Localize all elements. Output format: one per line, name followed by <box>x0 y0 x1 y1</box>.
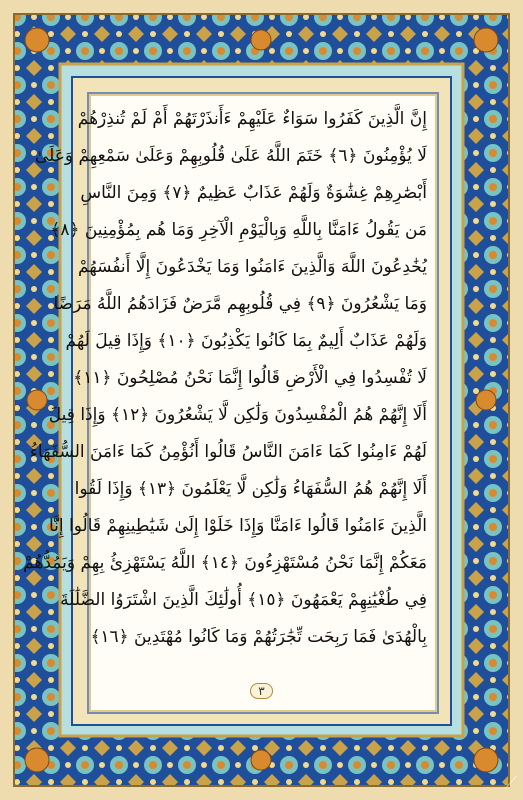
verse-line: مَعَكُمْ إِنَّمَا نَحْنُ مُسْتَهْزِءُونَ ﴿١٤﴾ اللَّهُ يَسْتَهْزِئُ بِهِمْ وَيَمُدُّهُمْ <box>23 553 427 573</box>
page-number-label: ٣ <box>250 683 272 699</box>
watermark-icon: ⟋ <box>504 773 517 794</box>
verse-line: مَن يَقُولُ ءَامَنَّا بِاللَّهِ وَبِالْيَوْمِ الْآخِرِ وَمَا هُم بِمُؤْمِنِينَ ﴿٨﴾ <box>50 220 427 240</box>
verse-line: يُخَٰدِعُونَ اللَّهَ وَالَّذِينَ ءَامَنُوا وَمَا يَخْدَعُونَ إِلَّا أَنفُسَهُمْ <box>78 257 427 277</box>
verse-line: أَلَا إِنَّهُمْ هُمُ الْمُفْسِدُونَ وَلَٰكِن لَّا يَشْعُرُونَ ﴿١٢﴾ وَإِذَا قِيلَ <box>48 405 427 425</box>
verse-line: أَبْصَٰرِهِمْ غِشَٰوَةٌ وَلَهُمْ عَذَابٌ عَظِيمٌ ﴿٧﴾ وَمِنَ النَّاسِ <box>80 183 427 203</box>
verse-line: فِي طُغْيَٰنِهِمْ يَعْمَهُونَ ﴿١٥﴾ أُولَٰئِكَ الَّذِينَ اشْتَرَوُا الضَّلَٰلَةَ <box>60 590 427 610</box>
verse-line: وَمَا يَشْعُرُونَ ﴿٩﴾ فِي قُلُوبِهِم مَّرَضٌ فَزَادَهُمُ اللَّهُ مَرَضًا <box>53 294 427 314</box>
verse-line: لَا تُفْسِدُوا فِي الْأَرْضِ قَالُوا إِنَّمَا نَحْنُ مُصْلِحُونَ ﴿١١﴾ <box>73 368 427 388</box>
verse-line: الَّذِينَ ءَامَنُوا قَالُوا ءَامَنَّا وَإِذَا خَلَوْا إِلَىٰ شَيَٰطِينِهِمْ قَالُوا إِنَّا <box>48 516 427 536</box>
verse-line: لَهُمْ ءَامِنُوا كَمَا ءَامَنَ النَّاسُ قَالُوا أَنُؤْمِنُ كَمَا ءَامَنَ السُّفَهَاءُ <box>29 442 427 462</box>
verse-line: لَا يُؤْمِنُونَ ﴿٦﴾ خَتَمَ اللَّهُ عَلَىٰ قُلُوبِهِمْ وَعَلَىٰ سَمْعِهِمْ وَعَلَىٰ <box>34 146 427 166</box>
verse-line: أَلَا إِنَّهُمْ هُمُ السُّفَهَاءُ وَلَٰكِن لَّا يَعْلَمُونَ ﴿١٣﴾ وَإِذَا لَقُوا <box>74 479 427 499</box>
verse-line: إِنَّ الَّذِينَ كَفَرُوا سَوَاءٌ عَلَيْهِمْ ءَأَنذَرْتَهُمْ أَمْ لَمْ تُنذِرْهُمْ <box>77 109 427 129</box>
verse-line: وَلَهُمْ عَذَابٌ أَلِيمٌ بِمَا كَانُوا يَكْذِبُونَ ﴿١٠﴾ وَإِذَا قِيلَ لَهُمْ <box>65 331 427 351</box>
text-panel <box>23 92 439 714</box>
verse-line: بِالْهُدَىٰ فَمَا رَبِحَت تِّجَٰرَتُهُمْ وَمَا كَانُوا مُهْتَدِينَ ﴿١٦﴾ <box>90 627 427 647</box>
page-number <box>0 683 523 699</box>
